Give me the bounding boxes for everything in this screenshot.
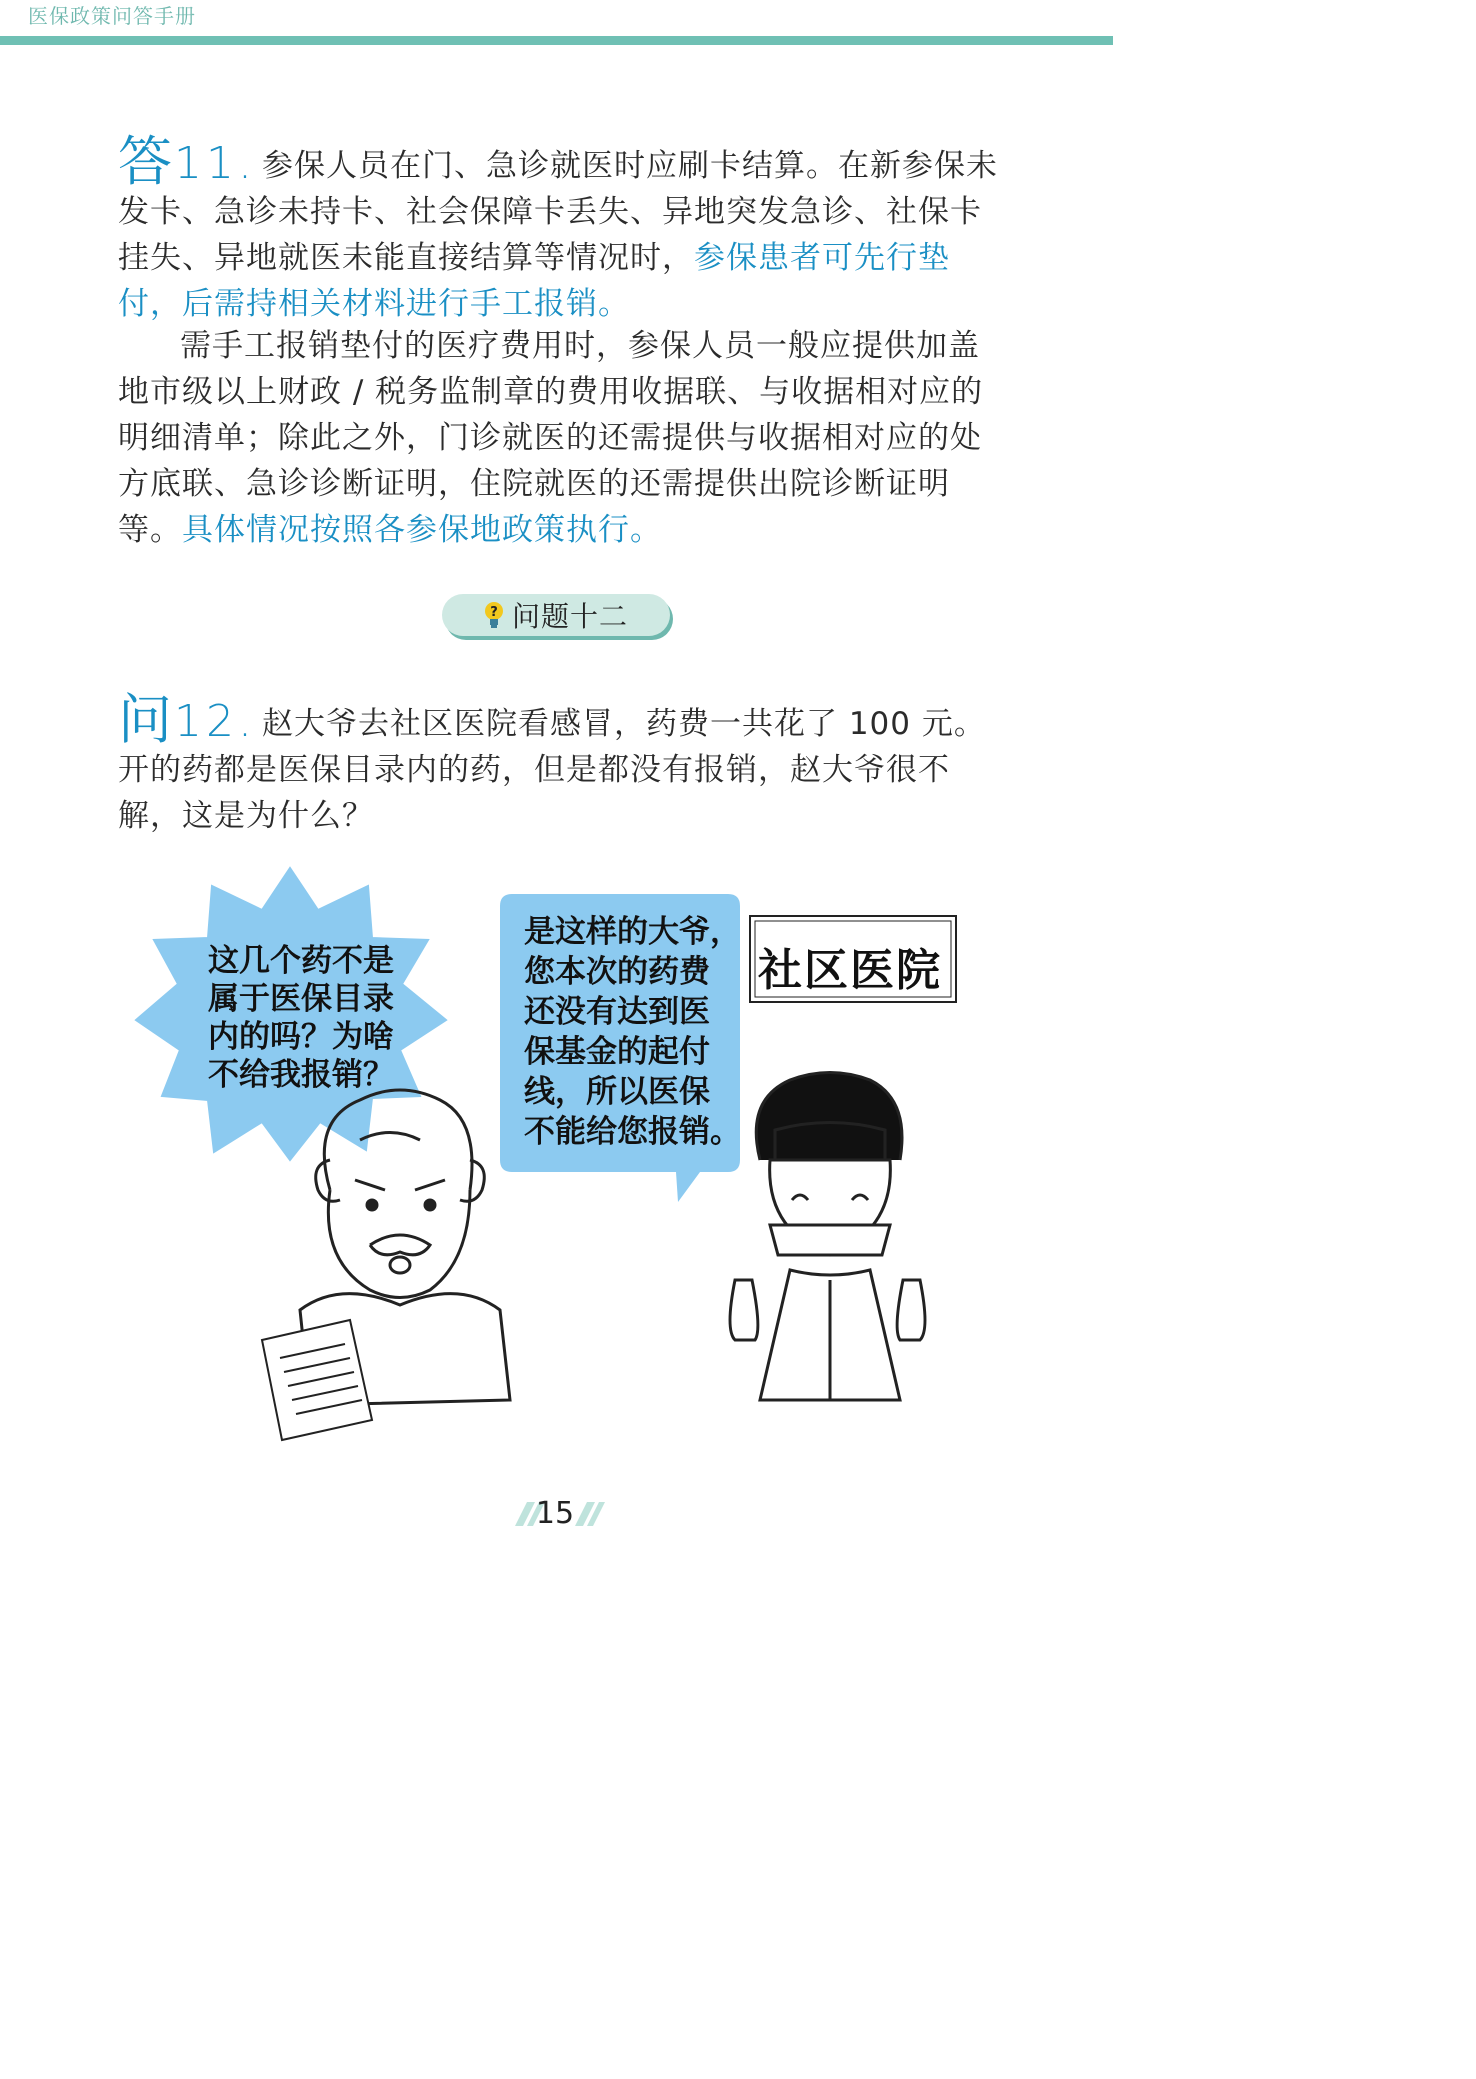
handbook-title: 医保政策问答手册 bbox=[28, 4, 196, 28]
answer-11-highlight: 参保患者可先行垫付，后需持相关材料进行手工报销。 bbox=[118, 240, 950, 322]
answer-11-text-2: 需手工报销垫付的医疗费用时，参保人员一般应提供加盖地市级以上财政 / 税务监制章的费用收据联、与收据相对应的明细清单；除此之外，门诊就医的还需提供与收据相对应的处方底联、急诊诊断证明，住院就医的还需提供出院诊断证明等。 bbox=[118, 328, 984, 548]
old-man-bubble-text bbox=[208, 942, 394, 1094]
answer-11-paragraph-1 bbox=[118, 130, 998, 327]
answer-number: 11. bbox=[174, 138, 256, 189]
header-rule bbox=[0, 36, 1113, 45]
doctor-figure bbox=[730, 1073, 925, 1401]
doctor-line-3: 还没有达到医 bbox=[524, 994, 710, 1030]
doctor-line-5: 线，所以医保 bbox=[524, 1074, 710, 1110]
doctor-line-4: 保基金的起付 bbox=[524, 1034, 710, 1070]
page-header bbox=[0, 0, 1113, 48]
old-man-line-4: 不给我报销？ bbox=[208, 1057, 394, 1093]
page-footer bbox=[505, 1494, 605, 1534]
question-12-paragraph bbox=[118, 688, 998, 839]
answer-11-paragraph-2 bbox=[118, 323, 998, 553]
doctor-bubble-text bbox=[524, 912, 741, 1152]
old-man-line-3: 内的吗？为啥 bbox=[208, 1019, 394, 1055]
question-marker: 问 bbox=[118, 688, 174, 751]
old-man-line-1: 这几个药不是 bbox=[208, 943, 394, 979]
receipt-paper bbox=[262, 1320, 372, 1440]
svg-text:?: ? bbox=[490, 605, 498, 620]
doctor-line-1: 是这样的大爷， bbox=[524, 914, 741, 950]
question-number: 12. bbox=[174, 696, 256, 747]
answer-11-text: 参保人员在门、急诊就医时应刷卡结算。在新参保未发卡、急诊未持卡、社会保障卡丢失、异地突发急诊、社保卡挂失、异地就医未能直接结算等情况时， bbox=[118, 148, 998, 276]
clinic-sign-text: 社区医院 bbox=[758, 945, 942, 996]
section-label: 问题十二 bbox=[511, 600, 628, 633]
doctor-line-2: 您本次的药费 bbox=[524, 954, 710, 990]
answer-11-highlight-2: 具体情况按照各参保地政策执行。 bbox=[182, 512, 662, 548]
old-man-line-2: 属于医保目录 bbox=[208, 981, 394, 1017]
lightbulb-question-icon bbox=[484, 601, 504, 629]
doctor-line-6: 不能给您报销。 bbox=[524, 1114, 741, 1150]
answer-marker: 答 bbox=[118, 130, 174, 193]
question-12-text: 赵大爷去社区医院看感冒，药费一共花了 100 元。开的药都是医保目录内的药，但是都没有报销，赵大爷很不解，这是为什么？ bbox=[118, 706, 986, 834]
page-number: 15 bbox=[535, 1496, 575, 1531]
question-section-pill bbox=[442, 594, 670, 636]
cartoon-illustration bbox=[0, 860, 1113, 1460]
